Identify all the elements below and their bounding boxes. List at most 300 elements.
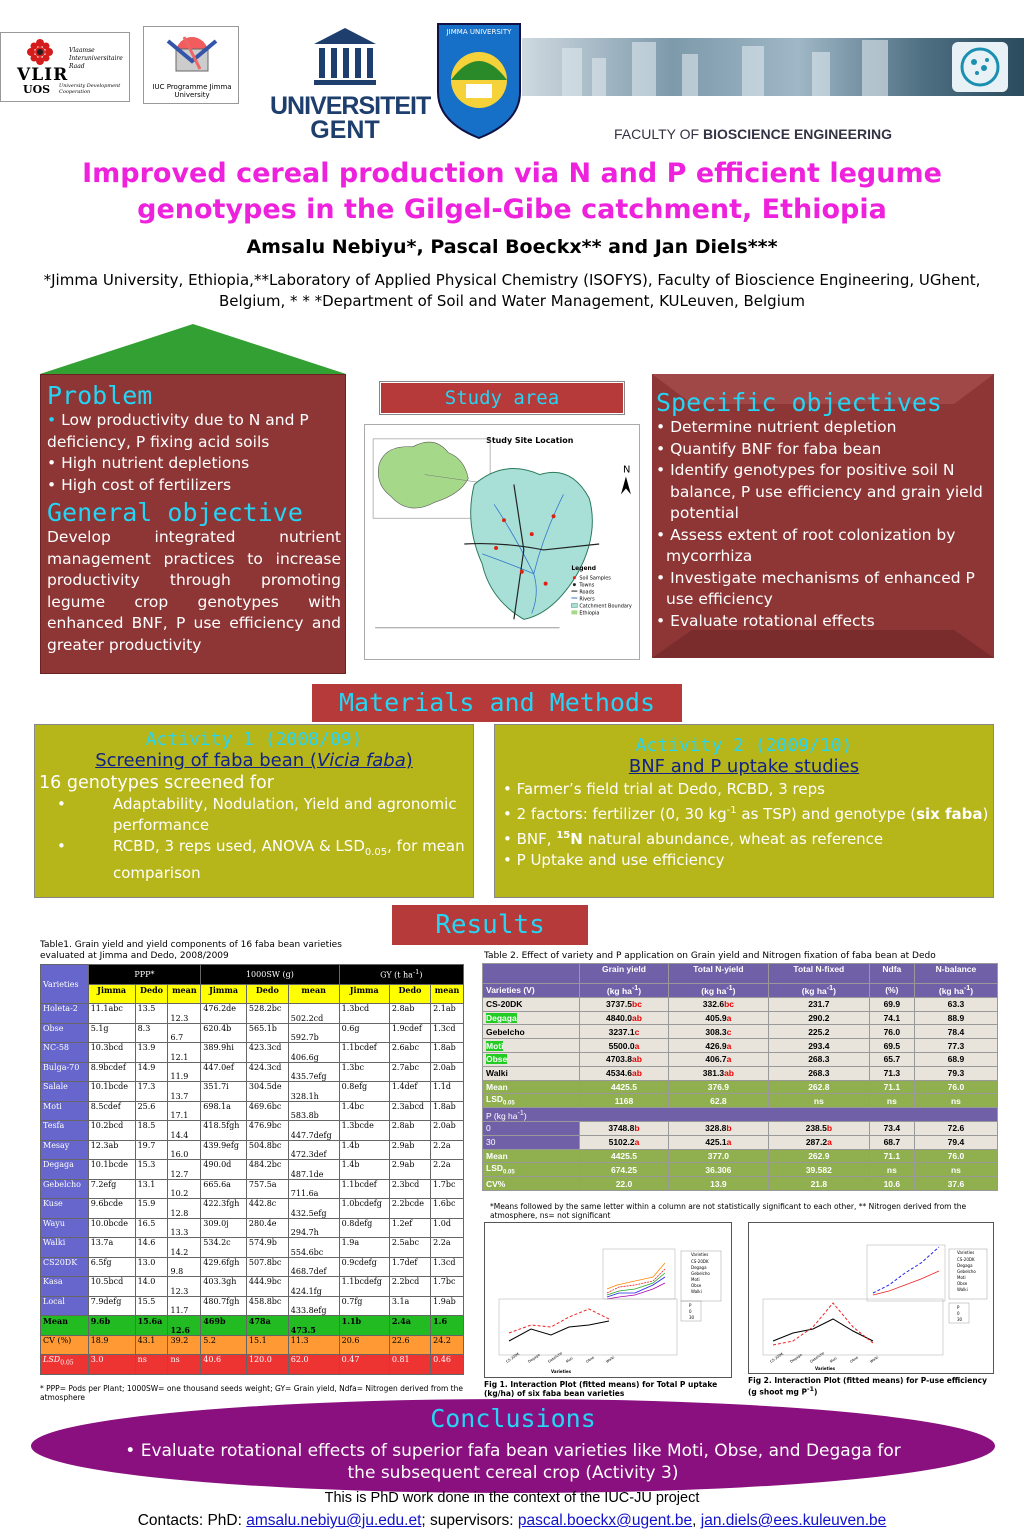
objective-text: Assess extent of root colonization by mycorrhiza [666,525,956,565]
table1-cell: 0.8defg [339,1218,389,1238]
table2-cell: 76.0 [914,1149,997,1163]
table1-cell: 13.7 [168,1082,201,1102]
table2-cell: Mean [483,1149,580,1163]
table2-cell: 71.3 [869,1066,914,1080]
table1-subheader-cell: Dedo [246,984,288,1004]
table1-cell: 447.7defg [288,1121,339,1141]
table1-cell: 1.2ef [389,1218,430,1238]
table2-cell: 79.4 [914,1135,997,1149]
results-label: Results [392,905,588,945]
table1-cell: 9.6bcde [88,1199,135,1219]
vlir-label: VLIR [17,65,69,85]
table1-cell: 18.9 [88,1335,135,1355]
table1-cell: 62.0 [288,1355,339,1375]
table2-cell: 21.8 [768,1177,869,1191]
table1-variety-cell: Local [41,1296,89,1316]
lsd-sub: 0.05 [60,1359,74,1367]
table2-cell: 74.1 [869,1011,914,1025]
table2-cell: 65.7 [869,1052,914,1066]
temple-icon [310,26,380,88]
table2-cell: 88.9 [914,1011,997,1025]
activity1-item-text: Adaptability, Nodulation, Yield and agronomic performance [113,795,457,834]
fig2-legend-item: Obse [957,1281,968,1286]
table1-cell: 8.5cdef [88,1101,135,1121]
activity2-item-text: BNF, [516,830,557,848]
table1-variety-cell: Kuse [41,1199,89,1219]
unit-text: (kg ha [938,986,964,997]
vlir-dev-text: University Development Cooperation [59,83,121,95]
table1-cell: 9.8 [168,1257,201,1277]
table2-cell [580,1066,669,1080]
legend-item: Roads [579,589,595,596]
table2-p-row [483,1135,998,1149]
table1-cell: 13.7a [88,1238,135,1258]
table2-cell [668,1052,768,1066]
table1-group-sw: 1000SW (g) [201,965,339,985]
phd-email-link[interactable]: amsalu.nebiyu@ju.edu.et [246,1512,422,1529]
table1-variety-cell: Gebelcho [41,1179,89,1199]
table1-cell: 1.9ab [431,1296,464,1316]
value: 5102.2 [608,1137,635,1148]
value: 3237.1 [608,1026,635,1037]
table2-row [483,1066,998,1080]
activity2-subtitle: BNF and P uptake studies [628,756,860,777]
table1-cell: 1.3bcde [339,1121,389,1141]
table1-cell: 12.6 [168,1316,201,1336]
table1-cell: 10.1bcde [88,1082,135,1102]
table2-cell: 39.582 [768,1163,869,1177]
table2-row [483,1052,998,1066]
table2-row [483,997,998,1011]
conclusions-item-text: Evaluate rotational effects of superior fafa bean varieties like Moti, Obse, and Degaga for the subsequent cereal crop (Activity 3) [140,1441,901,1483]
vlir-name-text: Vlaamse Interuniversitaire Raad [69,47,123,70]
table1-cell: 1.6bc [431,1199,464,1219]
table2-cell: 68.9 [914,1052,997,1066]
poster-title: Improved cereal production via N and P efficient legume genotypes in the Gilgel-Gibe catchment, Ethiopia [82,158,942,225]
table2-cell: 290.2 [768,1011,869,1025]
objective-item: • Investigate mechanisms of enhanced P use efficiency [656,568,975,608]
activity2-title: Activity 2 (2009/10) [635,735,853,756]
letter: a [726,1012,732,1023]
table2-unit-cell [768,984,869,998]
figure1-svg [485,1223,731,1377]
table2-cell [668,997,768,1011]
letter: ab [632,1054,642,1065]
table1-row [41,1199,464,1219]
unit-end: ) [732,986,736,997]
table1-cell: 2.3bcd [389,1179,430,1199]
table2-cell: 262.9 [768,1149,869,1163]
table1-cell: 11.7 [168,1296,201,1316]
table1-cell: 757.5a [246,1179,288,1199]
table1-row [41,1140,464,1160]
table1-cell: 1.7bc [431,1277,464,1297]
kg-superscript: -1 [726,805,737,816]
table1-cell: 2.5abc [389,1238,430,1258]
lsd-sub: 0.05 [503,1101,515,1108]
table1-variety-cell: Wayu [41,1218,89,1238]
letter: a [726,1040,732,1051]
value: 405.9 [705,1012,727,1023]
table2-cell: 674.25 [580,1163,669,1177]
table2-cell: 77.3 [914,1039,997,1053]
table1-cell: 1.8ab [431,1101,464,1121]
table2-cell: 22.0 [580,1177,669,1191]
table2-cell: ns [869,1163,914,1177]
table1-cell: 432.5efg [288,1199,339,1219]
table1-cell: 40.6 [201,1355,247,1375]
table1-cell: 0.47 [339,1355,389,1375]
table2-cell [668,1066,768,1080]
table2-cell: 268.3 [768,1066,869,1080]
table2-cell [580,1052,669,1066]
table2-caption: Table 2. Effect of variety and P application on Grain yield and Nitrogen fixation of faba bean at Dedo [484,951,936,961]
gy-header-text: GY (t ha [380,971,413,981]
fig2-legend [949,1249,987,1323]
fig2-xtick: Obse [849,1355,859,1364]
table1-cell: 10.5bcd [88,1277,135,1297]
activity1-item-text: RCBD, 3 reps used, ANOVA & LSD [113,837,365,855]
table2-lsd-label [483,1163,580,1177]
value: 4840.0 [606,1012,632,1023]
flower-icon [27,39,53,65]
table1-cell: 1.7def [389,1257,430,1277]
table1-cell: 468.7def [288,1257,339,1277]
gy-header-sup: -1 [412,968,420,977]
table1-cell: 15.1 [246,1335,288,1355]
table1-cell: 429.6fgh [201,1257,247,1277]
table2-mean-row [483,1080,998,1094]
conclusions-text: • Evaluate rotational effects of superior fafa bean varieties like Moti, Obse, and Degaga for the subsequent cereal crop (Activity 3) [125,1441,901,1483]
table1-cell: 304.5de [246,1082,288,1102]
conclusions-heading: Conclusions [430,1404,596,1433]
lsd-text: LSD [486,1094,503,1105]
objective-item: • Assess extent of root colonization by mycorrhiza [656,525,956,565]
table2-cell: 377.0 [668,1149,768,1163]
table1-cell: 351.7i [201,1082,247,1102]
table1-cell: 418.5fgh [201,1121,247,1141]
table2-header-cell: Ndfa [869,964,914,984]
table1-cell: 10.1bcde [88,1160,135,1180]
table1-cell: 6.7 [168,1023,201,1043]
table1-group-gy [339,965,463,985]
table1-cell: 43.1 [135,1335,168,1355]
table1-row [41,1160,464,1180]
table1-subheader-cell: Dedo [135,984,168,1004]
fig2-upper-panel [867,1245,945,1301]
table1-cell: 435.7efg [288,1062,339,1082]
table1-row [41,1023,464,1043]
faculty-name: BIOSCIENCE ENGINEERING [702,126,892,142]
activity1-subtitle-italic: Vicia faba [316,750,406,771]
footer-contacts [0,1512,1024,1530]
table1-cell: 1.0d [431,1218,464,1238]
table1-cell: 424.1fg [288,1277,339,1297]
table1-cell: 2.8ab [389,1004,430,1024]
fig2-x-ticks [769,1351,879,1364]
table1-cell: 439.9efg [201,1140,247,1160]
problem-roof [40,324,346,374]
table2-cell: 63.3 [914,997,997,1011]
table2-cell: ns [914,1094,997,1108]
letter: a [827,1137,832,1148]
table2-cell: 68.7 [869,1135,914,1149]
authors: Amsalu Nebiyu*, Pascal Boeckx** and Jan Diels*** [246,236,778,258]
objective-text: Determine nutrient depletion [670,418,897,436]
table1-cell: 1.4b [339,1160,389,1180]
table1-cell: 1.4def [389,1082,430,1102]
letter: b [826,1123,833,1134]
table1-cell: 120.0 [246,1355,288,1375]
letter: c [634,1026,640,1037]
table1-cell: 7.2efg [88,1179,135,1199]
table1-cell: 1.1bcdef [339,1043,389,1063]
table1-cell: 1.7bc [431,1179,464,1199]
value: 332.6 [702,999,725,1010]
objective-item: • Identify genotypes for positive soil N balance, P use efficiency and grain yield potential [656,461,983,522]
table2-cell: 72.6 [914,1121,997,1135]
vlir-uos-logo [0,32,130,102]
table1-cell: 8.3 [135,1023,168,1043]
table2-cell: 4425.5 [580,1080,669,1094]
table2-cell [668,1121,768,1135]
table1-variety-cell: Salale [41,1082,89,1102]
fig2-xtick: Walki [869,1355,880,1364]
table2-p-label [483,1108,998,1122]
table2-variety-cell [483,997,580,1011]
table1-cell: 472.3def [288,1140,339,1160]
table1-cell: 12.8 [168,1199,201,1219]
table1-cell: 1.3cd [431,1023,464,1043]
table1-cell: 0.46 [431,1355,464,1375]
objective-item: • Evaluate rotational effects [656,611,875,630]
table1-cell: 22.6 [389,1335,430,1355]
fig1-lower-panel [499,1299,677,1355]
ugent-logo [270,26,431,144]
activity1-title: Activity 1 (2008/09) [145,729,363,750]
table1-cell: 2.9ab [389,1160,430,1180]
table1-cell: 480.7fgh [201,1296,247,1316]
letter: a [726,1054,732,1065]
general-objective-heading: General objective [47,498,303,527]
value: 425.1 [705,1137,727,1148]
objective-text: Evaluate rotational effects [670,611,875,630]
value: 287.2 [805,1137,828,1148]
table2-cell: Mean [483,1080,580,1094]
fig1-xtick: Obse [585,1355,595,1364]
letter: c [726,1026,732,1037]
supervisors-prefix: ; supervisors: [421,1512,518,1529]
table1-cell: 1.4b [339,1140,389,1160]
problem-item: • High nutrient depletions [47,454,250,472]
table1-cell: 12.7 [168,1160,201,1180]
fig1-xtick: Degaga [527,1352,541,1364]
table1-footnote: * PPP= Pods per Plant; 1000SW= one thousand seeds weight; GY= Grain yield, Ndfa= Nitrogen derived from the atmosphere [40,1384,463,1402]
table1-cell: 490.0d [201,1160,247,1180]
table1-cell: 433.8efg [288,1296,339,1316]
fig2-legend-title: Varieties [957,1250,975,1255]
table1-cell: 17.1 [168,1101,201,1121]
value: 3748.8 [608,1123,635,1134]
table1-cell: 0.8efg [339,1082,389,1102]
unit-text: (kg ha [801,986,827,997]
table1-cell: 20.6 [339,1335,389,1355]
table1-cell: 280.4e [246,1218,288,1238]
table1-cell: 6.5fg [88,1257,135,1277]
table1-variety-cell: CS20DK [41,1257,89,1277]
fig1-legend-item: Gebelcho [691,1271,710,1276]
table2-varieties-label: Varieties (V) [483,984,580,998]
table2-header-cell [483,964,580,984]
table2-cell: ns [914,1163,997,1177]
table1-cell: 10.3bcd [88,1043,135,1063]
ugent-line2: GENT [310,116,380,144]
table2-cell [580,1011,669,1025]
problem-item-text: High cost of fertilizers [61,475,232,494]
table1-row [41,1043,464,1063]
variety-name: CS-20DK [486,999,523,1010]
table2-cell: 13.9 [668,1177,768,1191]
value: 308.3 [705,1026,727,1037]
value: 5500.0 [608,1040,635,1051]
fig2-legend-item: Gebelcho [957,1269,976,1274]
table1-row [41,1082,464,1102]
fig2-caption-end: ) [813,1387,818,1397]
table1-variety-cell: Obse [41,1023,89,1043]
table2-cell: 69.9 [869,997,914,1011]
table1-cell: 1.9cdef [389,1023,430,1043]
activity2-item-text: 2 factors: fertilizer (0, 30 kg [516,805,727,823]
activity2-item-text-b: as TSP) and genotype ( [736,805,917,823]
p-label-text: P (kg ha [486,1110,518,1121]
table2-cell [580,1135,669,1149]
materials-methods-label: Materials and Methods [312,684,682,722]
table1-subheader-cell: mean [288,984,339,1004]
problem-item-text: Low productivity due to N and P deficiency, P fixing acid soils [47,411,309,451]
fig2-caption-sup: -1 [807,1386,814,1393]
activity2-item-text: P Uptake and use efficiency [516,851,725,869]
iuc-logo [143,26,239,104]
table1-cell: 328.1h [288,1082,339,1102]
activity1-item-text-end: , for mean comparison [113,837,465,882]
unit-end: ) [638,986,642,997]
table1-cell: 14.6 [135,1238,168,1258]
table1-cell: 0.7fg [339,1296,389,1316]
value: 381.3 [702,1068,725,1079]
table2-cell [668,1011,768,1025]
figure1-caption: Fig 1. Interaction Plot (fitted means) for Total P uptake (kg/ha) of six faba bean varieties [484,1380,718,1398]
variety-name: Walki [486,1068,508,1079]
table1-cell: 5.1g [88,1023,135,1043]
table1-row [41,1257,464,1277]
table2-variety-cell [483,1039,580,1053]
table1-cell: 17.3 [135,1082,168,1102]
fig2-p-legend-title: P [957,1305,960,1310]
activity2-item-text-b: natural abundance, wheat as reference [582,830,884,848]
table1-variety-cell: CV (%) [41,1335,89,1355]
table1-subheader-cell: Jimma [201,984,247,1004]
lsd-text: LSD [43,1355,61,1364]
table1-cell: 2.0ab [431,1062,464,1082]
supervisor1-email-link[interactable]: pascal.boeckx@ugent.be [517,1512,693,1529]
activity1-item: • Adaptability, Nodulation, Yield and agronomic performance [57,794,473,836]
fig2-xlabel: Varieties [815,1366,836,1371]
iuc-emblem-icon [162,31,222,81]
letter: b [726,1123,732,1134]
table2-cell: 69.5 [869,1039,914,1053]
table1-cell: 13.3 [168,1218,201,1238]
table1-cell: 2.8ab [389,1121,430,1141]
table1-cell: 7.9defg [88,1296,135,1316]
table2-unit-cell: (%) [869,984,914,998]
table1-cell: 1.1b [339,1316,389,1336]
table1-variety-cell: Walki [41,1238,89,1258]
fig1-x-ticks [505,1351,615,1364]
activity2-item: • P Uptake and use efficiency [503,851,725,869]
table1-cell: 469b [201,1316,247,1336]
table1-cell: 18.5 [135,1121,168,1141]
unit-sup: -1 [726,984,733,993]
footer-project-line: This is PhD work done in the context of the IUC-JU project [324,1490,700,1506]
table1-cell: 502.2cd [288,1004,339,1024]
table1-cell: 14.0 [135,1277,168,1297]
table1-group-header [41,965,464,985]
table1-cell: 1.8ab [431,1043,464,1063]
table1-subheader-cell: mean [431,984,464,1004]
table1-cell: 2.2a [431,1140,464,1160]
table1-cell: 3.0 [88,1355,135,1375]
supervisor2-email-link[interactable]: jan.diels@ees.kuleuven.be [700,1512,887,1529]
table1-cell: 423.3cd [246,1043,288,1063]
table1 [40,964,464,1375]
fig2-legend-item: Walki [957,1287,968,1292]
objectives-list [656,417,990,632]
fig2-xtick: CS-20DK [769,1351,785,1364]
table1-cell: 19.7 [135,1140,168,1160]
table1-cell: 2.3abcd [389,1101,430,1121]
table1-cell: 2.1ab [431,1004,464,1024]
table1-cell: 10.2bcd [88,1121,135,1141]
fig2-xtick: Moti [829,1356,838,1364]
table1-cell: 1.1bcdef [339,1179,389,1199]
table1-cell: 12.1 [168,1043,201,1063]
table1-cell: 476.2de [201,1004,247,1024]
unit-end: ) [833,986,836,997]
faculty-prefix: FACULTY OF [614,126,700,142]
table1-row [41,1296,464,1316]
north-arrow-icon: N [622,464,631,476]
table2-cell: 76.0 [869,1025,914,1039]
value: 426.9 [705,1040,727,1051]
study-site-map [364,424,640,660]
fig2-p-legend-item: 0 [957,1311,960,1316]
table2-mean-row [483,1149,998,1163]
table1-cell: 447.0ef [201,1062,247,1082]
table2-cell [668,1025,768,1039]
table2-p-level: 0 [483,1121,580,1135]
activity2-item: • 2 factors: fertilizer (0, 30 $kg^{-1}$ as TSP) and genotype (six faba) [503,805,989,823]
table1-cell: 309.0j [201,1218,247,1238]
table1-caption: Table1. Grain yield and yield components of 16 faba bean varieties evaluated at Jimma and Dedo, 2008/2009 [40,940,342,961]
table1-lsd-row [41,1355,464,1375]
letter: ab [724,1068,734,1079]
activity1-subtitle-pre: Screening of faba bean ( [95,750,317,771]
unit-sup: -1 [826,984,834,993]
objective-text: Quantify BNF for faba bean [670,439,882,458]
table2-header-cell: Total N-yield [668,964,768,984]
table2-p-label-row [483,1108,998,1122]
email-separator: , [692,1512,701,1529]
